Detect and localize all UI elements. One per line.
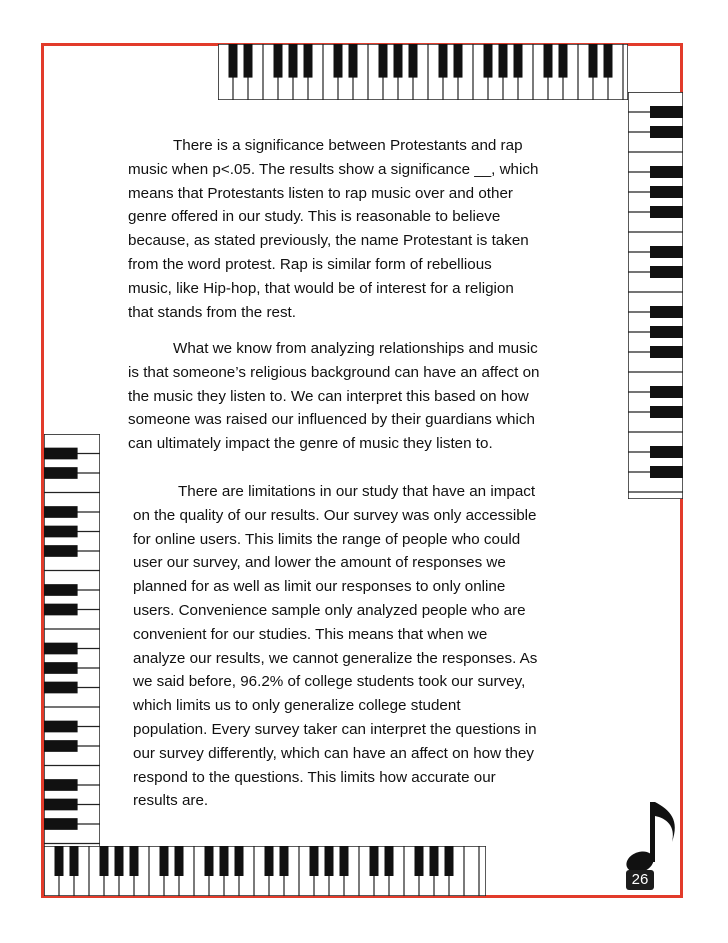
paragraph-protestants-rap: There is a significance between Protestants and rap music when p<.05. The results show a significance __, which means that Protestants listen to rap music over and other genre offered in our study. This is reasonable to believe because, as stated previously, the name Protestant is taken from the word protest. Rap is similar form of rebellious music, like Hip-hop, that would be of interest for a religion that stands from the rest. [128,137,539,321]
piano-keys-bottom-icon [44,846,486,896]
piano-keys-top-icon [218,44,628,100]
piano-keys-left-icon [44,434,100,852]
piano-keys-right-icon [628,92,683,499]
music-note-icon [622,796,682,876]
paragraph-limitations: There are limitations in our study that have an impact on the quality of our results. Our survey was only accessible for online users. This limits the range of people who could user our survey, and lower the amount of responses we planned for as well as limit our responses to only online users. Convenience sample only analyzed people who are convenient for our studies. This means that when we analyze our results, we cannot generalize the responses. As we said before, 96.2% of college students took our survey, which limits us to only generalize college student population. Every survey taker can interpret the questions in our survey differently, which can have an affect on how they respond to the questions. This limits how accurate our results are. [133,483,538,810]
page-number: 26 [626,870,654,890]
paragraph-religious-background: What we know from analyzing relationships and music is that someone’s religious background can have an affect on the music they listen to. We can interpret this based on how someone was raised our influenced by their guardians which can ultimately impact the genre of music they listen to. [128,340,540,453]
